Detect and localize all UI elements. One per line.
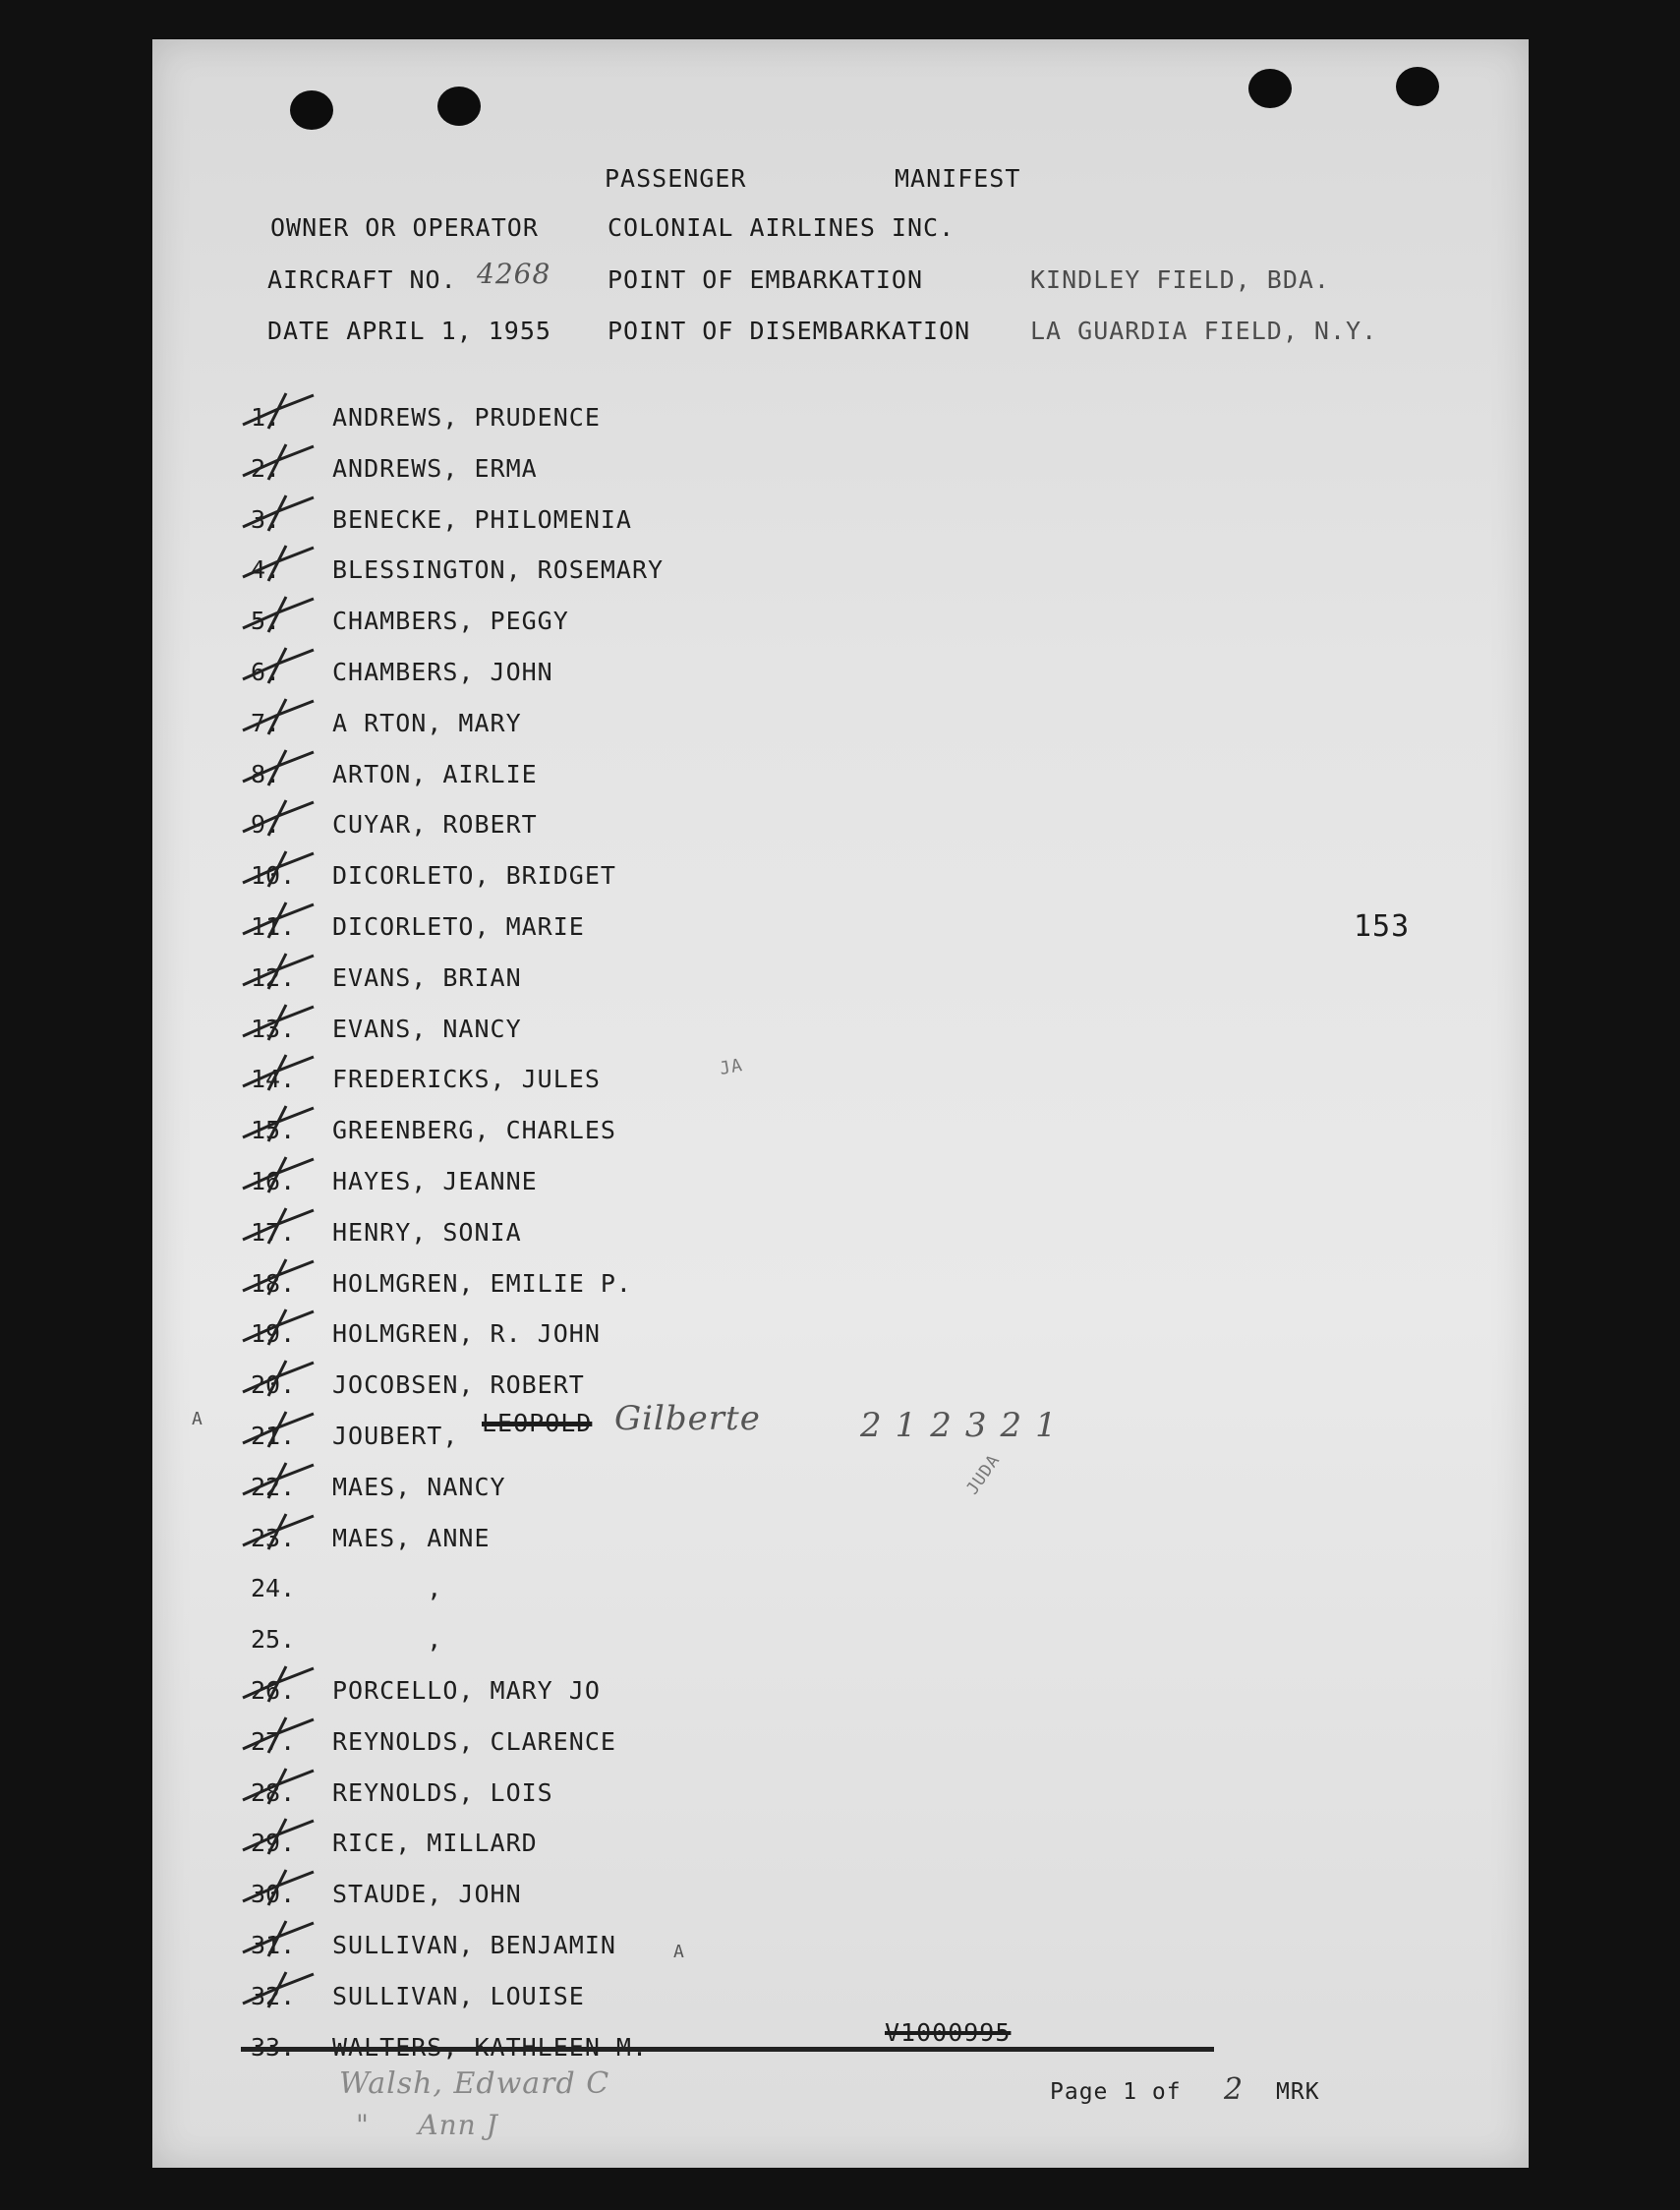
handwritten-entry-35: " Ann J	[356, 2109, 498, 2141]
list-item	[152, 963, 1529, 1003]
row-number: 2.	[251, 453, 281, 483]
passenger-name: EVANS, BRIAN	[332, 962, 522, 992]
owner-value: COLONIAL AIRLINES INC.	[608, 213, 956, 242]
passenger-name: DICORLETO, MARIE	[332, 912, 585, 941]
passenger-name: SULLIVAN, LOUISE	[332, 1981, 585, 2010]
passenger-name: REYNOLDS, CLARENCE	[332, 1726, 616, 1756]
passenger-name: HAYES, JEANNE	[332, 1167, 538, 1195]
passenger-name: PORCELLO, MARY JO	[332, 1676, 601, 1705]
list-item	[152, 912, 1529, 952]
passenger-name: STAUDE, JOHN	[332, 1880, 522, 1909]
row-number: 28.	[251, 1777, 296, 1807]
row-number: 11.	[251, 912, 296, 941]
list-item	[152, 1880, 1529, 1919]
list-item	[152, 760, 1529, 799]
list-item	[152, 555, 1529, 595]
list-item	[152, 607, 1529, 646]
row-number: 20.	[251, 1370, 296, 1400]
row-number: 19.	[251, 1319, 296, 1349]
stamp-juda: JUDA	[962, 1450, 1005, 1499]
title-manifest: MANIFEST	[895, 164, 1021, 193]
row-number: 6.	[251, 658, 281, 686]
passenger-name: BLESSINGTON, ROSEMARY	[332, 555, 665, 585]
row-number: 31.	[251, 1931, 296, 1959]
title-passenger: PASSENGER	[605, 164, 747, 193]
passenger-name: MAES, ANNE	[332, 1523, 491, 1552]
list-item	[152, 1370, 1529, 1410]
handwritten-code: 212321	[860, 1406, 1071, 1445]
row-number: 27.	[251, 1726, 296, 1756]
list-item	[152, 403, 1529, 442]
row-number: 3.	[251, 504, 281, 534]
disembark-label: POINT OF DISEMBARKATION	[608, 317, 971, 345]
passenger-name: JOCOBSEN, ROBERT	[332, 1370, 585, 1400]
row-number: 17.	[251, 1217, 296, 1247]
row-number: 25.	[251, 1625, 296, 1655]
list-item	[152, 658, 1529, 697]
list-item	[152, 1829, 1529, 1868]
list-item	[152, 1218, 1529, 1257]
list-item	[152, 1473, 1529, 1512]
passenger-name: ANDREWS, PRUDENCE	[332, 403, 601, 432]
manifest-page	[152, 39, 1529, 2168]
row-number: 21.	[251, 1422, 296, 1450]
page-label: Page 1 of	[1050, 2079, 1182, 2105]
row-number: 30.	[251, 1880, 296, 1909]
disembark-value: LA GUARDIA FIELD, N.Y.	[1030, 317, 1378, 345]
punch-hole	[1396, 67, 1439, 106]
list-item	[152, 1422, 1529, 1461]
row-number: 7.	[251, 708, 281, 737]
list-item	[152, 1676, 1529, 1716]
stamp-ja: JA	[718, 1055, 745, 1079]
list-item	[152, 1625, 1529, 1664]
list-item	[152, 1319, 1529, 1359]
list-item	[152, 505, 1529, 545]
list-item	[152, 1982, 1529, 2021]
punch-hole	[437, 87, 481, 126]
passenger-name: GREENBERG, CHARLES	[332, 1116, 616, 1145]
row-number: 29.	[251, 1829, 296, 1858]
passenger-name: HOLMGREN, EMILIE P.	[332, 1268, 632, 1298]
handwritten-entry-34: Walsh, Edward C	[339, 2066, 610, 2101]
page-number: 2	[1224, 2072, 1245, 2107]
list-item	[152, 861, 1529, 901]
passenger-name: HOLMGREN, R. JOHN	[332, 1319, 601, 1349]
passenger-name: MAES, NANCY	[332, 1472, 506, 1501]
row-number: 1.	[251, 403, 281, 432]
code-row-33: V1000995	[885, 2018, 1012, 2047]
passenger-name: JOUBERT,	[332, 1422, 459, 1450]
row-number: 12.	[251, 962, 296, 992]
passenger-name: ANDREWS, ERMA	[332, 453, 538, 483]
row-number: 26.	[251, 1676, 296, 1705]
list-item	[152, 1116, 1529, 1155]
list-item	[152, 1778, 1529, 1818]
passenger-name: ,	[332, 1574, 443, 1603]
row-number: 14.	[251, 1065, 296, 1094]
row-number: 5.	[251, 607, 281, 636]
list-item	[152, 1167, 1529, 1206]
passenger-name: A RTON, MARY	[332, 708, 522, 737]
punch-hole	[290, 90, 333, 130]
row-number: 32.	[251, 1981, 296, 2010]
page-suffix: MRK	[1276, 2079, 1320, 2105]
date-label: DATE APRIL 1, 1955	[267, 317, 551, 345]
passenger-name: CUYAR, ROBERT	[332, 810, 538, 840]
row-number: 13.	[251, 1014, 296, 1043]
crossed-name: LEOPOLD	[482, 1409, 593, 1437]
list-item	[152, 1727, 1529, 1767]
row-number: 24.	[251, 1574, 296, 1603]
reference-number: 153	[1354, 909, 1411, 944]
handwritten-name: Gilberte	[614, 1399, 761, 1438]
list-item	[152, 1574, 1529, 1613]
list-item	[152, 709, 1529, 748]
passenger-name: SULLIVAN, BENJAMIN	[332, 1931, 616, 1959]
aircraft-number: 4268	[477, 258, 551, 290]
list-item	[152, 454, 1529, 494]
passenger-name: RICE, MILLARD	[332, 1829, 538, 1858]
list-item	[152, 1015, 1529, 1054]
row-number: 23.	[251, 1523, 296, 1552]
passenger-name: ARTON, AIRLIE	[332, 759, 538, 788]
list-item	[152, 1269, 1529, 1309]
passenger-name: FREDERICKS, JULES	[332, 1065, 601, 1094]
passenger-name: HENRY, SONIA	[332, 1217, 522, 1247]
list-item	[152, 810, 1529, 849]
row-number: 16.	[251, 1167, 296, 1195]
list-item	[152, 1524, 1529, 1563]
row-number: 4.	[251, 555, 281, 585]
list-item	[152, 1931, 1529, 1970]
passenger-name: ,	[332, 1625, 443, 1655]
row-number: 22.	[251, 1472, 296, 1501]
margin-mark: A	[673, 1942, 684, 1962]
passenger-name: CHAMBERS, JOHN	[332, 658, 553, 686]
passenger-name: BENECKE, PHILOMENIA	[332, 504, 632, 534]
passenger-name: CHAMBERS, PEGGY	[332, 607, 569, 636]
embark-value: KINDLEY FIELD, BDA.	[1030, 265, 1330, 294]
row-number: 8.	[251, 759, 281, 788]
margin-mark: A	[192, 1409, 203, 1429]
aircraft-label: AIRCRAFT NO.	[267, 265, 457, 294]
row-number: 10.	[251, 861, 296, 891]
passenger-name: EVANS, NANCY	[332, 1014, 522, 1043]
owner-label: OWNER OR OPERATOR	[270, 213, 539, 242]
punch-hole	[1248, 69, 1292, 108]
strike-line	[241, 2047, 1214, 2052]
row-number: 15.	[251, 1116, 296, 1145]
embark-label: POINT OF EMBARKATION	[608, 265, 924, 294]
row-number: 9.	[251, 810, 281, 840]
passenger-name: DICORLETO, BRIDGET	[332, 861, 616, 891]
passenger-name: REYNOLDS, LOIS	[332, 1777, 553, 1807]
row-number: 18.	[251, 1268, 296, 1298]
list-item	[152, 1065, 1529, 1104]
